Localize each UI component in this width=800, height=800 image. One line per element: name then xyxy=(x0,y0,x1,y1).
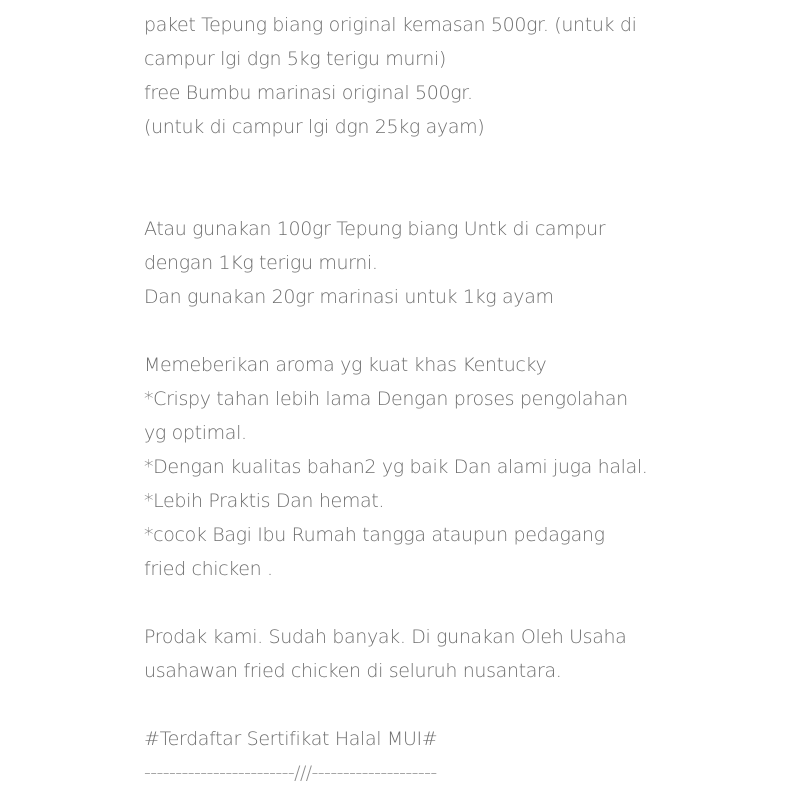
description-line: *cocok Bagi Ibu Rumah tangga ataupun pedagang xyxy=(144,524,605,546)
description-line: free Bumbu marinasi original 500gr. xyxy=(144,82,473,104)
product-description xyxy=(144,8,784,790)
description-line: campur lgi dgn 5kg terigu murni) xyxy=(144,48,446,70)
description-line: yg optimal. xyxy=(144,422,247,444)
description-line: Atau gunakan 100gr Tepung biang Untk di campur xyxy=(144,218,606,240)
divider-line: ------------------------///-------------------- xyxy=(144,762,437,784)
description-line: *Dengan kualitas bahan2 yg baik Dan alami juga halal. xyxy=(144,456,648,478)
description-line: Memeberikan aroma yg kuat khas Kentucky xyxy=(144,354,547,376)
paragraph-gap xyxy=(144,586,784,620)
paragraph-gap xyxy=(144,688,784,722)
description-line: *Crispy tahan lebih lama Dengan proses pengolahan xyxy=(144,388,628,410)
description-line: *Lebih Praktis Dan hemat. xyxy=(144,490,385,512)
description-line: fried chicken . xyxy=(144,558,273,580)
description-line: paket Tepung biang original kemasan 500gr. (untuk di xyxy=(144,14,637,36)
description-line: usahawan fried chicken di seluruh nusantara. xyxy=(144,660,562,682)
description-line: (untuk di campur lgi dgn 25kg ayam) xyxy=(144,116,485,138)
halal-certification-line: #Terdaftar Sertifikat Halal MUI# xyxy=(144,728,438,750)
description-line: Dan gunakan 20gr marinasi untuk 1kg ayam xyxy=(144,286,554,308)
paragraph-gap xyxy=(144,144,784,212)
paragraph-gap xyxy=(144,314,784,348)
description-line: dengan 1Kg terigu murni. xyxy=(144,252,378,274)
description-line: Prodak kami. Sudah banyak. Di gunakan Oleh Usaha xyxy=(144,626,627,648)
